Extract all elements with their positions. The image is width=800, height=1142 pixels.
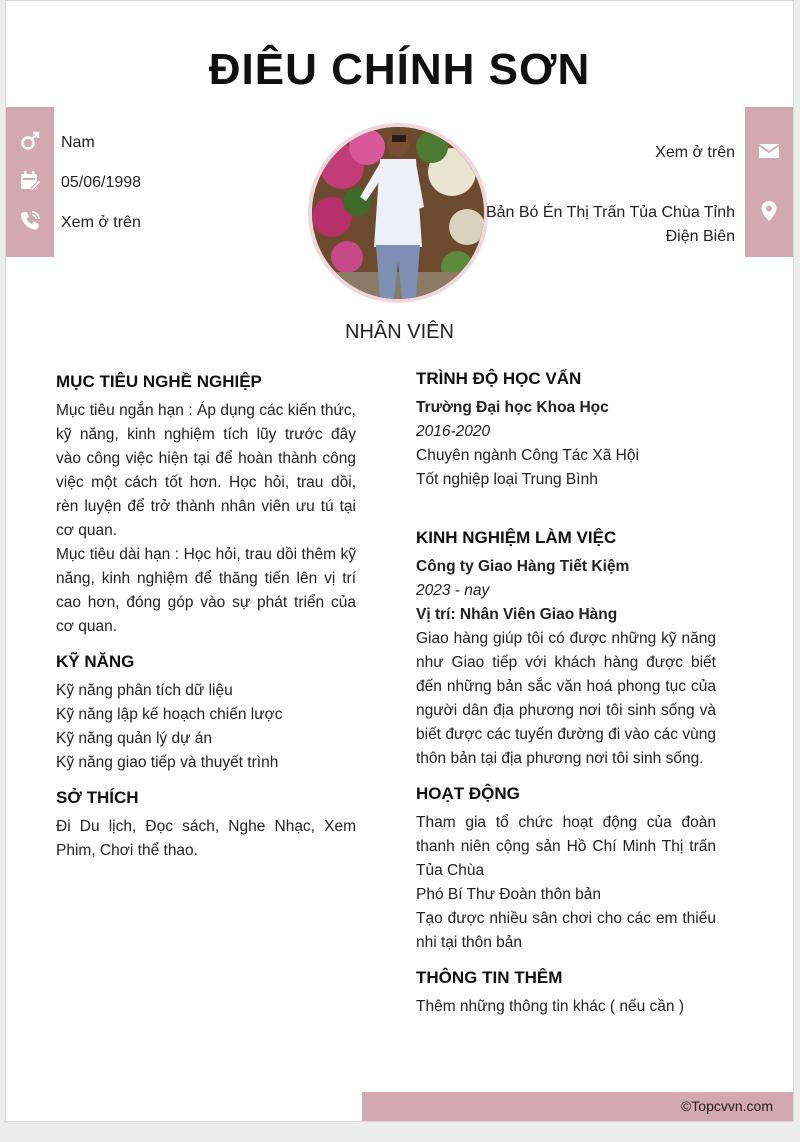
phone-value: Xem ở trên	[61, 214, 141, 231]
objective-short-term: Mục tiêu ngắn hạn : Áp dụng các kiến thức, kỹ năng, kinh nghiệm tích lũy trước đây vào công việc hiện tại để hoàn thành công việc một cách tốt hơn. Học hỏi, trau dồi, rèn luyện để trở thành nhân viên ưu tú tại cơ quan.	[56, 402, 356, 539]
address-value: Bản Bó Én Thị Trấn Tủa Chùa Tỉnh Điện Biên	[485, 204, 735, 245]
hobbies-text: Đi Du lịch, Đọc sách, Nghe Nhạc, Xem Phim, Chơi thể thao.	[56, 818, 356, 859]
list-item: Kỹ năng phân tích dữ liệu	[56, 682, 233, 699]
education-grade: Tốt nghiệp loại Trung Bình	[416, 471, 598, 488]
candidate-name: ĐIÊU CHÍNH SƠN	[208, 45, 591, 94]
right-column	[416, 366, 716, 1019]
location-pin-icon	[757, 199, 781, 223]
education-major: Chuyên ngành Công Tác Xã Hội	[416, 447, 639, 464]
phone-icon	[18, 209, 42, 233]
experience-position: Vị trí: Nhân Viên Giao Hàng	[416, 606, 618, 623]
education-period: 2016-2020	[416, 423, 491, 440]
experience-period: 2023 - nay	[416, 582, 490, 599]
list-item: Kỹ năng quản lý dự án	[56, 730, 213, 747]
education-school: Trường Đại học Khoa Học	[416, 399, 609, 416]
experience-description: Giao hàng giúp tôi có được những kỹ năng như Giao tiếp với khách hàng được biết đến những bản sắc văn hoá phong tục của người dân địa phương nơi tôi sinh sống và biết được các tuyến đường đi vào các vùng thôn bản tại địa phương nơi tôi sinh sống.	[416, 630, 716, 767]
list-item: Phó Bí Thư Đoàn thôn bản	[416, 886, 602, 903]
gender-icon	[18, 129, 42, 153]
hobbies-heading: SỞ THÍCH	[56, 788, 139, 807]
experience-heading: KINH NGHIỆM LÀM VIỆC	[416, 528, 617, 547]
cv-page	[5, 0, 794, 1122]
birthday-value: 05/06/1998	[61, 174, 142, 191]
objective-long-term: Mục tiêu dài hạn : Học hỏi, trau dồi thêm kỹ năng, kinh nghiệm để thăng tiến lên vị trí cao hơn, đóng góp vào sự phát triển của cơ quan.	[56, 546, 356, 635]
right-contact-bar	[745, 107, 793, 257]
left-contact-bar	[6, 107, 54, 257]
experience-company: Công ty Giao Hàng Tiết Kiệm	[416, 558, 630, 575]
footer-bar	[362, 1092, 793, 1122]
activities-heading: HOẠT ĐỘNG	[416, 784, 520, 803]
gender-value: Nam	[61, 134, 95, 151]
list-item: Tham gia tổ chức hoạt động của đoàn thanh niên cộng sản Hồ Chí Minh Thị trấn Tủa Chùa	[416, 814, 716, 879]
email-value: Xem ở trên	[655, 144, 735, 161]
calendar-icon	[18, 169, 42, 193]
extra-info-text: Thêm những thông tin khác ( nếu cần )	[416, 998, 685, 1015]
footer-credit: ©Topcvvn.com	[680, 1098, 773, 1114]
list-item: Tạo được nhiều sân chơi cho các em thiếu nhi tại thôn bản	[416, 910, 716, 951]
avatar-photo	[308, 123, 488, 303]
list-item: Kỹ năng giao tiếp và thuyết trình	[56, 754, 279, 771]
left-column	[56, 369, 356, 863]
skills-heading: KỸ NĂNG	[56, 652, 135, 671]
mail-icon	[757, 139, 781, 163]
extra-info-heading: THÔNG TIN THÊM	[416, 968, 563, 987]
objective-heading: MỤC TIÊU NGHỀ NGHIỆP	[56, 372, 262, 391]
list-item: Kỹ năng lập kế hoạch chiến lược	[56, 706, 283, 723]
job-title: NHÂN VIÊN	[345, 321, 454, 343]
education-heading: TRÌNH ĐỘ HỌC VẤN	[416, 369, 582, 388]
